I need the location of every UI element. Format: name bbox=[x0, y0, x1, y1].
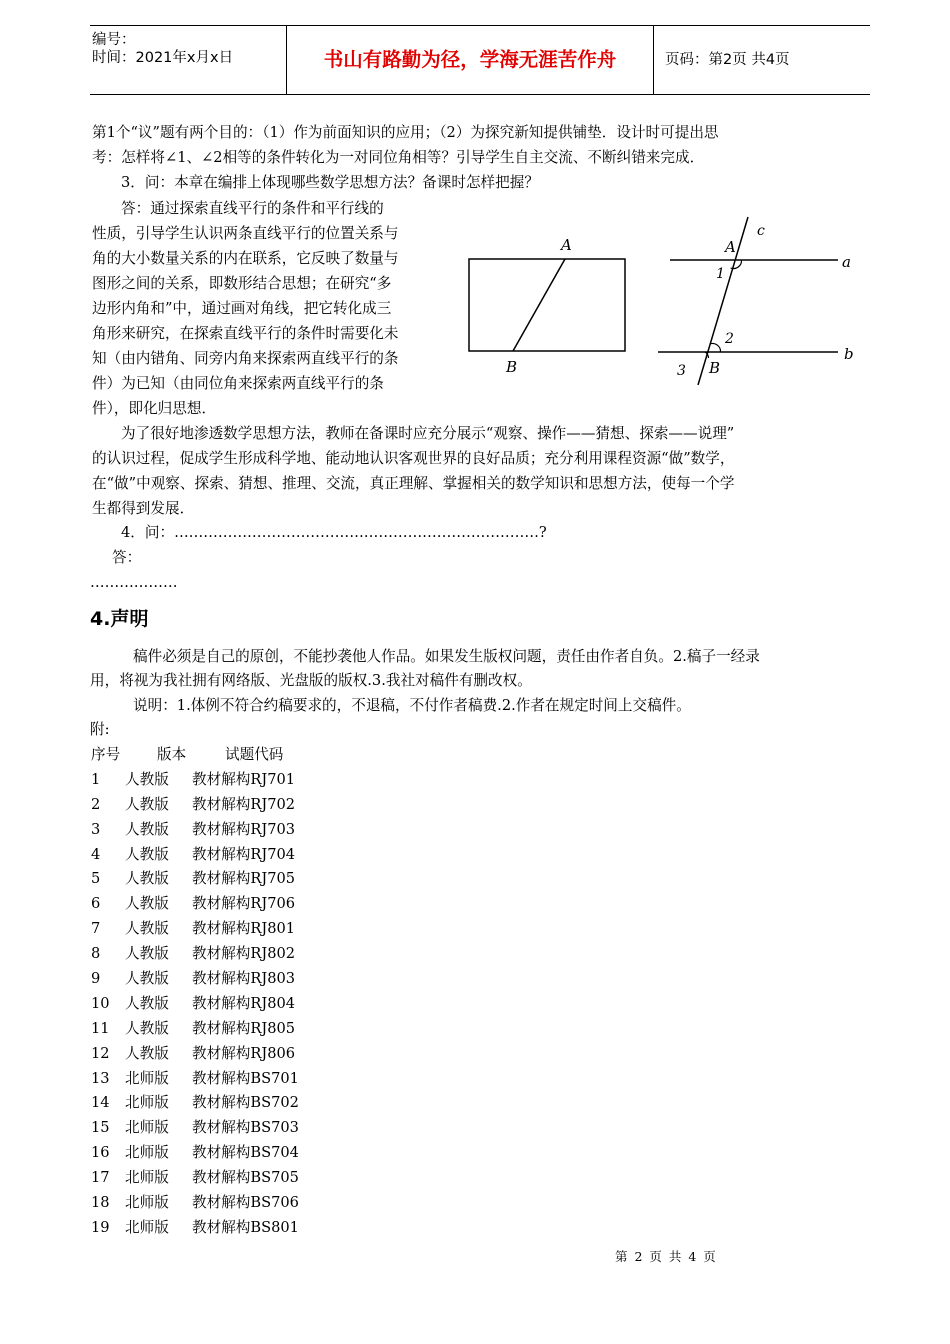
row-code: 教材解构RJ702 bbox=[192, 795, 296, 813]
figure-rectangle-diagram bbox=[460, 230, 640, 380]
row-no: 8 bbox=[91, 945, 101, 963]
row-version: 人教版 bbox=[125, 895, 169, 913]
row-code: 教材解构BS704 bbox=[192, 1144, 299, 1162]
label-b: B bbox=[709, 359, 721, 377]
statement-line1: 稿件必须是自己的原创，不能抄袭他人作品。如果发生版权问题，责任由作者自负。2.稿子一经录 bbox=[133, 648, 760, 665]
answer3-line: 知（由内错角、同旁内角来探索两直线平行的条 bbox=[92, 350, 399, 367]
row-version: 北师版 bbox=[125, 1194, 169, 1212]
row-code: 教材解构RJ801 bbox=[192, 920, 296, 938]
page-footer: 第 2 页 共 4 页 bbox=[615, 1249, 716, 1264]
figure-parallel-lines-diagram bbox=[650, 215, 865, 385]
explanation-line: 说明：1.体例不符合约稿要求的，不退稿，不付作者稿费.2.作者在规定时间上交稿件。 bbox=[133, 697, 691, 714]
answer3-line: 件），即化归思想． bbox=[92, 400, 217, 417]
segment-ab bbox=[513, 259, 565, 351]
row-no: 14 bbox=[91, 1094, 110, 1112]
row-version: 北师版 bbox=[125, 1144, 169, 1162]
row-no: 4 bbox=[91, 845, 101, 863]
label-b: B bbox=[506, 358, 518, 376]
row-version: 人教版 bbox=[125, 770, 169, 788]
row-no: 15 bbox=[91, 1119, 110, 1137]
row-code: 教材解构RJ803 bbox=[192, 970, 296, 988]
page-header bbox=[90, 25, 870, 95]
row-code: 教材解构BS701 bbox=[192, 1069, 299, 1087]
row-no: 10 bbox=[91, 994, 110, 1012]
question-3: 3．问：本章在编排上体现哪些数学思想方法？备课时怎样把握？ bbox=[121, 174, 539, 191]
para2-line1: 为了很好地渗透数学思想方法，教师在备课时应充分展示“观察、操作——猜想、探索——说理” bbox=[121, 425, 735, 442]
header-info bbox=[90, 26, 286, 94]
row-code: 教材解构RJ805 bbox=[192, 1019, 296, 1037]
row-code: 教材解构RJ804 bbox=[192, 994, 296, 1012]
row-code: 教材解构RJ701 bbox=[192, 770, 296, 788]
number-label: 编号： bbox=[92, 32, 136, 48]
row-version: 人教版 bbox=[125, 845, 169, 863]
row-version: 北师版 bbox=[125, 1069, 169, 1087]
label-angle3: 3 bbox=[677, 363, 686, 379]
label-angle2: 2 bbox=[725, 331, 734, 347]
row-no: 17 bbox=[91, 1169, 110, 1187]
row-code: 教材解构BS702 bbox=[192, 1094, 299, 1112]
statement-line2: 用，将视为我社拥有网络版、光盘版的版权.3.我社对稿件有删改权。 bbox=[90, 672, 532, 689]
header-no: 序号 bbox=[91, 746, 121, 763]
section4-title: 4.声明 bbox=[90, 608, 149, 630]
row-no: 9 bbox=[91, 970, 101, 988]
row-no: 19 bbox=[91, 1218, 110, 1236]
row-code: 教材解构BS703 bbox=[192, 1119, 299, 1137]
row-no: 6 bbox=[91, 895, 101, 913]
label-angle1: 1 bbox=[716, 266, 725, 282]
row-code: 教材解构RJ706 bbox=[192, 895, 296, 913]
header-motto: 书山有路勤为径，学海无涯苦作舟 bbox=[323, 48, 617, 71]
row-code: 教材解构BS801 bbox=[192, 1218, 299, 1236]
row-no: 13 bbox=[91, 1069, 110, 1087]
row-version: 北师版 bbox=[125, 1094, 169, 1112]
header-version: 版本 bbox=[157, 746, 187, 763]
row-no: 11 bbox=[91, 1019, 110, 1037]
answer-4: 答： bbox=[112, 549, 142, 566]
para1-line2: 考：怎样将∠1、∠2相等的条件转化为一对同位角相等？引导学生自主交流、不断纠错来完成． bbox=[92, 149, 705, 166]
angle1-arc bbox=[731, 260, 742, 269]
row-version: 人教版 bbox=[125, 920, 169, 938]
row-code: 教材解构RJ703 bbox=[192, 820, 296, 838]
row-code: 教材解构BS705 bbox=[192, 1169, 299, 1187]
row-version: 北师版 bbox=[125, 1169, 169, 1187]
para2-line2: 的认识过程，促成学生形成科学地、能动地认识客观世界的良好品质；充分利用课程资源“做”数学， bbox=[92, 450, 735, 467]
answer3-line: 角的大小数量关系的内在联系，它反映了数量与 bbox=[92, 250, 399, 267]
row-version: 人教版 bbox=[125, 970, 169, 988]
para2-line3: 在“做”中观察、探索、猜想、推理、交流，真正理解、掌握相关的数学知识和思想方法，使每一个学 bbox=[92, 475, 735, 492]
para1-line1: 第1个“议”题有两个目的：（1）作为前面知识的应用；（2）为探究新知提供铺垫．设计时可提出思 bbox=[92, 124, 719, 141]
header-page-code: 页码：第2页 共4页 bbox=[665, 52, 790, 68]
para2-line4: 生都得到发展． bbox=[92, 500, 195, 517]
row-version: 人教版 bbox=[125, 945, 169, 963]
question-4: 4．问：…………………………………………………………………? bbox=[121, 524, 547, 541]
label-line-b: b bbox=[844, 345, 854, 363]
rectangle-shape bbox=[469, 259, 625, 351]
row-version: 人教版 bbox=[125, 820, 169, 838]
row-version: 北师版 bbox=[125, 1119, 169, 1137]
row-no: 18 bbox=[91, 1194, 110, 1212]
row-no: 12 bbox=[91, 1044, 110, 1062]
answer3-line: 答：通过探索直线平行的条件和平行线的 bbox=[121, 200, 384, 217]
row-code: 教材解构RJ704 bbox=[192, 845, 296, 863]
row-code: 教材解构BS706 bbox=[192, 1194, 299, 1212]
row-no: 1 bbox=[91, 770, 101, 788]
row-code: 教材解构RJ806 bbox=[192, 1044, 296, 1062]
angle2-arc bbox=[710, 343, 721, 352]
label-line-a: a bbox=[842, 253, 851, 271]
row-version: 人教版 bbox=[125, 1044, 169, 1062]
row-code: 教材解构RJ705 bbox=[192, 870, 296, 888]
header-divider bbox=[653, 26, 654, 94]
label-c: c bbox=[757, 223, 765, 239]
row-no: 2 bbox=[91, 795, 101, 813]
time-label: 时间：2021年x月x日 bbox=[92, 50, 234, 66]
transversal-c bbox=[698, 217, 748, 385]
answer3-line: 图形之间的关系，即数形结合思想；在研究“多 bbox=[92, 275, 392, 292]
row-version: 人教版 bbox=[125, 870, 169, 888]
row-no: 7 bbox=[91, 920, 101, 938]
row-version: 北师版 bbox=[125, 1218, 169, 1236]
appendix-label: 附: bbox=[90, 721, 110, 738]
label-a: A bbox=[725, 238, 736, 256]
row-version: 人教版 bbox=[125, 795, 169, 813]
row-no: 5 bbox=[91, 870, 101, 888]
ellipsis-line: ……………… bbox=[90, 574, 178, 591]
row-no: 16 bbox=[91, 1144, 110, 1162]
label-a: A bbox=[561, 236, 572, 254]
row-no: 3 bbox=[91, 820, 101, 838]
row-version: 人教版 bbox=[125, 994, 169, 1012]
answer3-line: 角形来研究，在探索直线平行的条件时需要化未 bbox=[92, 325, 399, 342]
row-version: 人教版 bbox=[125, 1019, 169, 1037]
answer3-line: 边形内角和”中，通过画对角线，把它转化成三 bbox=[92, 300, 392, 317]
header-code: 试题代码 bbox=[225, 746, 284, 763]
answer3-line: 件）为已知（由同位角来探索两直线平行的条 bbox=[92, 375, 384, 392]
answer3-line: 性质，引导学生认识两条直线平行的位置关系与 bbox=[92, 225, 399, 242]
row-code: 教材解构RJ802 bbox=[192, 945, 296, 963]
